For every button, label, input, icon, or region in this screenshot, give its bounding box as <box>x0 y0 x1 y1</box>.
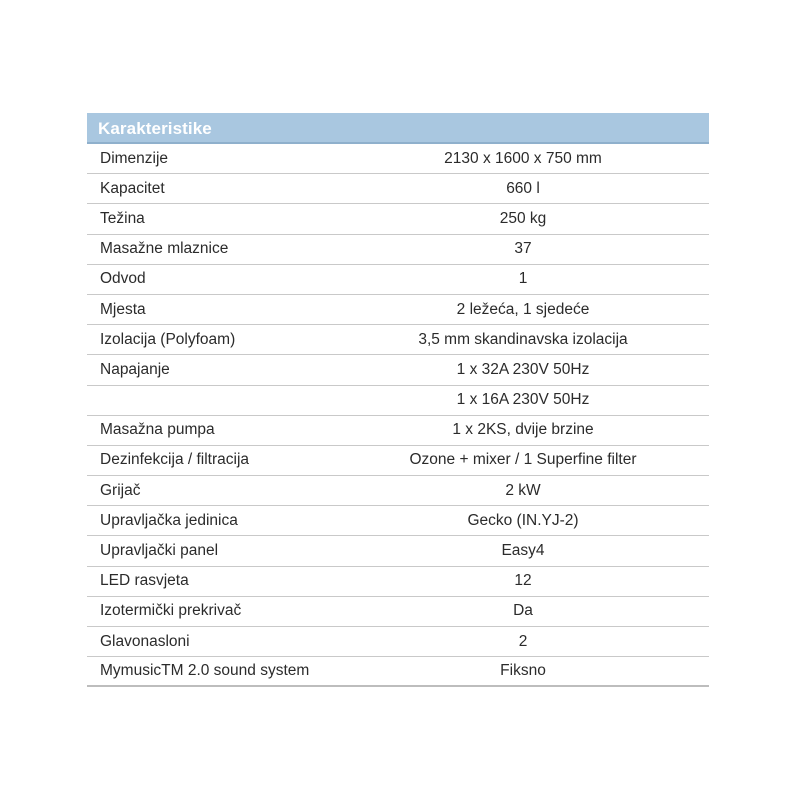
table-row <box>87 506 709 536</box>
row-value: 37 <box>514 240 532 258</box>
row-label: Kapacitet <box>100 179 165 197</box>
row-label: Dimenzije <box>100 149 169 167</box>
row-value: 3,5 mm skandinavska izolacija <box>418 330 628 348</box>
row-value: 250 kg <box>499 209 547 227</box>
row-value: 2130 x 1600 x 750 mm <box>444 149 602 167</box>
row-value: 12 <box>514 572 532 590</box>
table-row <box>87 627 709 657</box>
table-row <box>87 174 709 204</box>
row-value: Gecko (IN.YJ-2) <box>467 511 579 529</box>
table-row <box>87 325 709 355</box>
table-row <box>87 355 709 385</box>
spec-table <box>87 113 709 687</box>
table-row <box>87 416 709 446</box>
row-value: 2 <box>518 632 528 650</box>
row-label: Mjesta <box>100 300 146 318</box>
row-label: Masažna pumpa <box>100 421 215 439</box>
row-value: Fiksno <box>500 662 546 680</box>
spec-table-body <box>87 144 709 687</box>
table-row <box>87 265 709 295</box>
table-row <box>87 657 709 687</box>
row-value: Easy4 <box>501 542 545 560</box>
row-label: Upravljačka jedinica <box>100 511 238 529</box>
row-value: Da <box>513 602 533 620</box>
row-label: Izolacija (Polyfoam) <box>100 330 236 348</box>
table-row <box>87 567 709 597</box>
row-label: Napajanje <box>100 360 170 378</box>
table-row <box>87 295 709 325</box>
row-label: Upravljački panel <box>100 542 219 560</box>
row-label: Glavonasloni <box>100 632 190 650</box>
table-row <box>87 446 709 476</box>
table-row <box>87 386 709 416</box>
spec-table-title: Karakteristike <box>98 119 212 138</box>
row-value: 1 x 16A 230V 50Hz <box>456 391 590 409</box>
spec-table-header <box>87 113 709 144</box>
table-row <box>87 597 709 627</box>
row-label: Masažne mlaznice <box>100 240 229 258</box>
row-label: Dezinfekcija / filtracija <box>100 451 250 469</box>
row-label: Grijač <box>100 481 141 499</box>
row-label: Težina <box>100 209 145 227</box>
row-value: 660 l <box>506 179 540 197</box>
table-row <box>87 235 709 265</box>
row-value: 2 ležeća, 1 sjedeće <box>456 300 590 318</box>
row-label: MymusicTM 2.0 sound system <box>100 662 310 680</box>
table-row <box>87 144 709 174</box>
table-row <box>87 204 709 234</box>
row-value: 1 <box>518 270 528 288</box>
table-row <box>87 476 709 506</box>
row-label: Odvod <box>100 270 146 288</box>
row-value: 1 x 32A 230V 50Hz <box>456 360 590 378</box>
table-row <box>87 536 709 566</box>
row-value: Ozone + mixer / 1 Superfine filter <box>409 451 637 469</box>
row-label: LED rasvjeta <box>100 572 189 590</box>
row-value: 1 x 2KS, dvije brzine <box>452 421 594 439</box>
row-value: 2 kW <box>505 481 541 499</box>
row-label: Izotermički prekrivač <box>100 602 242 620</box>
